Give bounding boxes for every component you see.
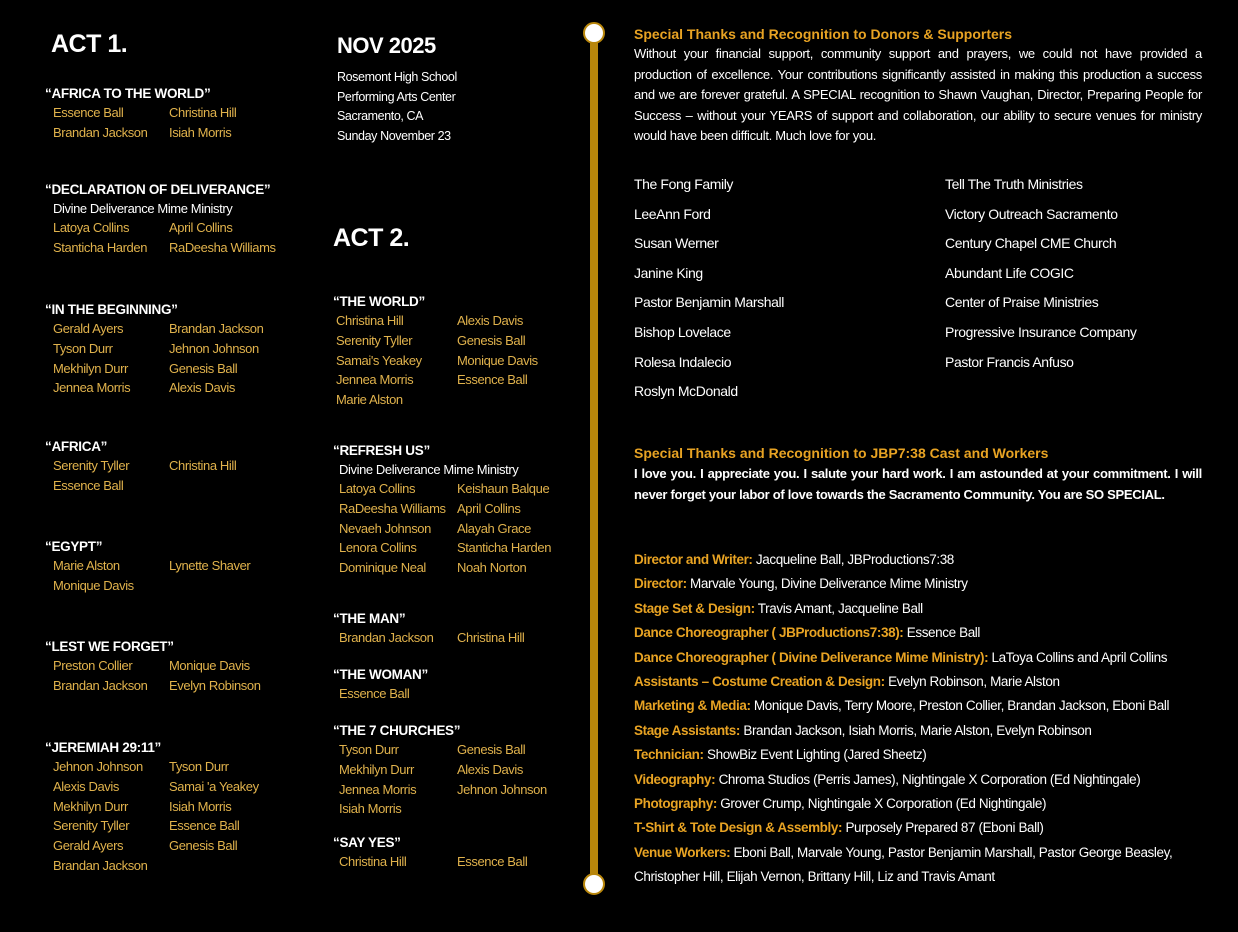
act1-cast-name: Jennea Morris [53, 380, 131, 396]
act2-cast-name: Brandan Jackson [339, 630, 434, 645]
donors-paragraph: Without your financial support, community support and prayers, we could not have provided a production of excellence. Your contributions significantly assisted in making this production a success and we are forever grateful. A SPECIAL recognition to Shawn Vaughan, Director, Preparing People for Success – without your YEARS of support and collaboration, our ability to secure venues for ministry would have been difficult. Much love for you. [634, 46, 1202, 143]
credit-line [634, 743, 1226, 767]
supporter-name: Century Chapel CME Church [945, 235, 1117, 252]
supporter-name: Tell The Truth Ministries [945, 176, 1083, 192]
act1-cast-name: Lynette Shaver [169, 558, 251, 573]
act2-cast-name: Marie Alston [336, 392, 403, 408]
act1-section-title: “AFRICA TO THE WORLD” [45, 86, 211, 101]
act1-section-title: “LEST WE FORGET” [45, 639, 174, 654]
credit-role: Photography: [634, 796, 717, 812]
credit-line [634, 597, 1226, 621]
act2-cast-name: Mekhilyn Durr [339, 761, 414, 777]
credit-role: Stage Set & Design: [634, 600, 755, 616]
credit-names: Travis Amant, Jacqueline Ball [754, 600, 923, 616]
credit-names: Brandan Jackson, Isiah Morris, Marie Alston, Evelyn Robinson [740, 722, 1092, 738]
act2-cast-name: Nevaeh Johnson [339, 520, 431, 536]
act1-title: ACT 1. [51, 30, 128, 58]
act2-group-label: Divine Deliverance Mime Ministry [339, 462, 519, 477]
credit-line [634, 621, 1226, 645]
act1-cast-name: Essence Ball [53, 477, 124, 493]
act2-cast-name: Monique Davis [457, 352, 538, 368]
credit-line [634, 694, 1226, 718]
act1-cast-name: Christina Hill [169, 458, 237, 473]
act1-cast-name: Serenity Tyller [53, 818, 130, 834]
credit-line [634, 572, 1226, 596]
credit-names: Grover Crump, Nightingale X Corporation (Ed Nightingale) [716, 796, 1047, 812]
act1-cast-name: RaDeesha Williams [169, 239, 276, 255]
act1-cast-name: Marie Alston [53, 558, 120, 573]
act1-cast-name: Serenity Tyller [53, 458, 130, 473]
act1-cast-name: Alexis Davis [53, 778, 119, 794]
act1-cast-name: Brandan Jackson [53, 858, 148, 873]
credit-role: Venue Workers: [634, 844, 731, 860]
credit-role: Dance Choreographer ( JBProductions7:38): [634, 625, 904, 641]
supporter-name: Center of Praise Ministries [945, 294, 1099, 311]
act1-cast-name: Monique Davis [169, 658, 250, 673]
act1-cast-name: Tyson Durr [169, 759, 229, 774]
act2-section-title: “THE WOMAN” [333, 667, 428, 682]
act1-section-title: “AFRICA” [45, 439, 108, 454]
act1-cast-name: Stanticha Harden [53, 239, 148, 255]
timeline-bottom-dot [583, 873, 605, 895]
act2-cast-name: Christina Hill [457, 630, 525, 645]
act1-cast-name: Evelyn Robinson [169, 677, 261, 693]
act1-cast-name: Latoya Collins [53, 220, 130, 235]
act2-cast-name: Samai's Yeakey [336, 352, 422, 368]
supporter-name: Susan Werner [634, 235, 719, 252]
act2-section-title: “SAY YES” [333, 835, 401, 850]
act2-cast-name: Christina Hill [339, 854, 407, 869]
act2-cast-name: Alexis Davis [457, 313, 523, 328]
credit-names: Purposely Prepared 87 (Eboni Ball) [842, 820, 1044, 836]
act1-cast-name: Alexis Davis [169, 380, 235, 396]
act2-cast-name: April Collins [457, 500, 521, 516]
act2-cast-name: Isiah Morris [339, 801, 402, 817]
venue-line: Performing Arts Center [337, 89, 456, 104]
act2-cast-name: Lenora Collins [339, 540, 417, 556]
credit-role: Videography: [634, 771, 716, 787]
supporter-name: Janine King [634, 264, 703, 281]
supporter-name: Roslyn McDonald [634, 383, 738, 400]
act2-cast-name: Genesis Ball [457, 332, 526, 348]
act1-cast-name: Christina Hill [169, 105, 237, 120]
act1-cast-name: Mekhilyn Durr [53, 798, 128, 814]
act2-cast-name: Keishaun Balque [457, 481, 550, 496]
credit-line [634, 548, 1226, 572]
act1-cast-name: Genesis Ball [169, 838, 238, 854]
act1-section-title: “DECLARATION OF DELIVERANCE” [45, 182, 271, 197]
act1-section-title: “EGYPT” [45, 539, 103, 554]
credit-names: Chroma Studios (Perris James), Nightingale X Corporation (Ed Nightingale) [715, 771, 1141, 787]
act1-cast-name: Brandan Jackson [53, 677, 148, 693]
act2-cast-name: Essence Ball [457, 854, 528, 869]
act1-cast-name: Jehnon Johnson [53, 759, 143, 774]
credit-role: Dance Choreographer ( Divine Deliverance Mime Ministry): [634, 649, 989, 665]
supporter-name: Abundant Life COGIC [945, 264, 1074, 281]
supporter-name: Rolesa Indalecio [634, 353, 732, 370]
credit-line [634, 670, 1226, 694]
supporter-name: Bishop Lovelace [634, 324, 731, 340]
timeline-top-dot [583, 22, 605, 44]
cast-paragraph: I love you. I appreciate you. I salute your hard work. I am astounded at your commitment. I will never forget your labor of love towards the Sacramento Community. You are SO SPECIAL. [634, 466, 1202, 502]
act1-cast-name: Genesis Ball [169, 360, 238, 376]
act1-cast-name: Tyson Durr [53, 340, 113, 356]
act1-cast-name: Essence Ball [169, 818, 240, 834]
supporter-name: Victory Outreach Sacramento [945, 205, 1118, 222]
act2-cast-name: Alexis Davis [457, 761, 523, 777]
act1-cast-name: Gerald Ayers [53, 838, 124, 854]
act1-cast-name: April Collins [169, 220, 233, 235]
act2-cast-name: Jehnon Johnson [457, 781, 547, 797]
act2-section-title: “THE MAN” [333, 611, 406, 626]
credit-names: Monique Davis, Terry Moore, Preston Collier, Brandan Jackson, Eboni Ball [750, 698, 1170, 714]
act2-cast-name: Genesis Ball [457, 742, 526, 757]
credit-continuation: Christopher Hill, Elijah Vernon, Brittany Hill, Liz and Travis Amant [634, 869, 995, 885]
act1-cast-name: Essence Ball [53, 105, 124, 120]
act2-section-title: “REFRESH US” [333, 443, 430, 458]
credit-line [634, 841, 1226, 865]
credit-role: T-Shirt & Tote Design & Assembly: [634, 820, 843, 836]
donors-heading: Special Thanks and Recognition to Donors & Supporters [634, 26, 1013, 42]
credit-names: Marvale Young, Divine Deliverance Mime Ministry [686, 576, 968, 592]
act2-cast-name: Christina Hill [336, 313, 404, 328]
act1-cast-name: Jehnon Johnson [169, 340, 259, 356]
credit-names: Jacqueline Ball, JBProductions7:38 [752, 552, 954, 567]
credit-role: Marketing & Media: [634, 698, 751, 714]
credit-role: Assistants – Costume Creation & Design: [634, 674, 885, 690]
credit-role: Director: [634, 576, 687, 592]
act2-cast-name: Serenity Tyller [336, 332, 413, 348]
act2-cast-name: Essence Ball [457, 372, 528, 388]
credit-line [634, 768, 1226, 792]
act1-cast-name: Isiah Morris [169, 124, 232, 140]
act1-cast-name: Preston Collier [53, 658, 133, 673]
supporter-name: Progressive Insurance Company [945, 324, 1137, 340]
act2-section-title: “THE WORLD” [333, 294, 425, 309]
act2-cast-name: Tyson Durr [339, 742, 399, 757]
credit-line [634, 792, 1226, 816]
act1-section-title: “JEREMIAH 29:11” [45, 740, 161, 755]
act2-cast-name: Jennea Morris [336, 372, 414, 388]
credit-names: ShowBiz Event Lighting (Jared Sheetz) [703, 747, 927, 763]
act2-section-title: “THE 7 CHURCHES” [333, 723, 461, 738]
act1-cast-name: Isiah Morris [169, 798, 232, 814]
act1-cast-name: Gerald Ayers [53, 321, 124, 336]
act2-title: ACT 2. [333, 224, 410, 252]
supporter-name: Pastor Benjamin Marshall [634, 294, 784, 311]
credit-role: Technician: [634, 747, 704, 763]
act1-cast-name: Samai 'a Yeakey [169, 778, 259, 794]
venue-line: Sacramento, CA [337, 109, 424, 123]
performance-date: NOV 2025 [337, 33, 436, 58]
act1-cast-name: Brandan Jackson [53, 124, 148, 140]
supporter-name: Pastor Francis Anfuso [945, 353, 1074, 370]
act2-cast-name: RaDeesha Williams [339, 500, 446, 516]
credit-names: LaToya Collins and April Collins [988, 649, 1168, 665]
credit-role: Director and Writer: [634, 552, 753, 567]
credit-line [634, 719, 1226, 743]
credit-role: Stage Assistants: [634, 722, 740, 738]
act2-cast-name: Dominique Neal [339, 560, 426, 576]
act1-section-title: “IN THE BEGINNING” [45, 302, 178, 317]
credit-names: Eboni Ball, Marvale Young, Pastor Benjamin Marshall, Pastor George Beasley, [730, 844, 1173, 860]
act1-cast-name: Monique Davis [53, 577, 134, 593]
act1-cast-name: Brandan Jackson [169, 321, 264, 336]
venue-line: Rosemont High School [337, 70, 457, 84]
act2-cast-name: Jennea Morris [339, 781, 417, 797]
act1-cast-name: Mekhilyn Durr [53, 360, 128, 376]
supporter-name: LeeAnn Ford [634, 205, 711, 222]
venue-details [337, 68, 457, 146]
act2-cast-name: Noah Norton [457, 560, 527, 576]
act2-cast-name: Latoya Collins [339, 481, 416, 496]
supporter-name: The Fong Family [634, 176, 734, 192]
act2-cast-name: Essence Ball [339, 686, 410, 701]
cast-heading: Special Thanks and Recognition to JBP7:38 Cast and Workers [634, 445, 1049, 461]
timeline-bar [590, 36, 598, 884]
credit-line [634, 646, 1226, 670]
act2-cast-name: Alayah Grace [457, 520, 531, 536]
credit-names: Essence Ball [903, 625, 980, 641]
act2-cast-name: Stanticha Harden [457, 540, 552, 556]
act1-group-label: Divine Deliverance Mime Ministry [53, 201, 233, 216]
venue-line: Sunday November 23 [337, 128, 451, 143]
credit-names: Evelyn Robinson, Marie Alston [884, 674, 1060, 690]
credit-line [634, 816, 1226, 840]
credits-list [634, 548, 1226, 890]
